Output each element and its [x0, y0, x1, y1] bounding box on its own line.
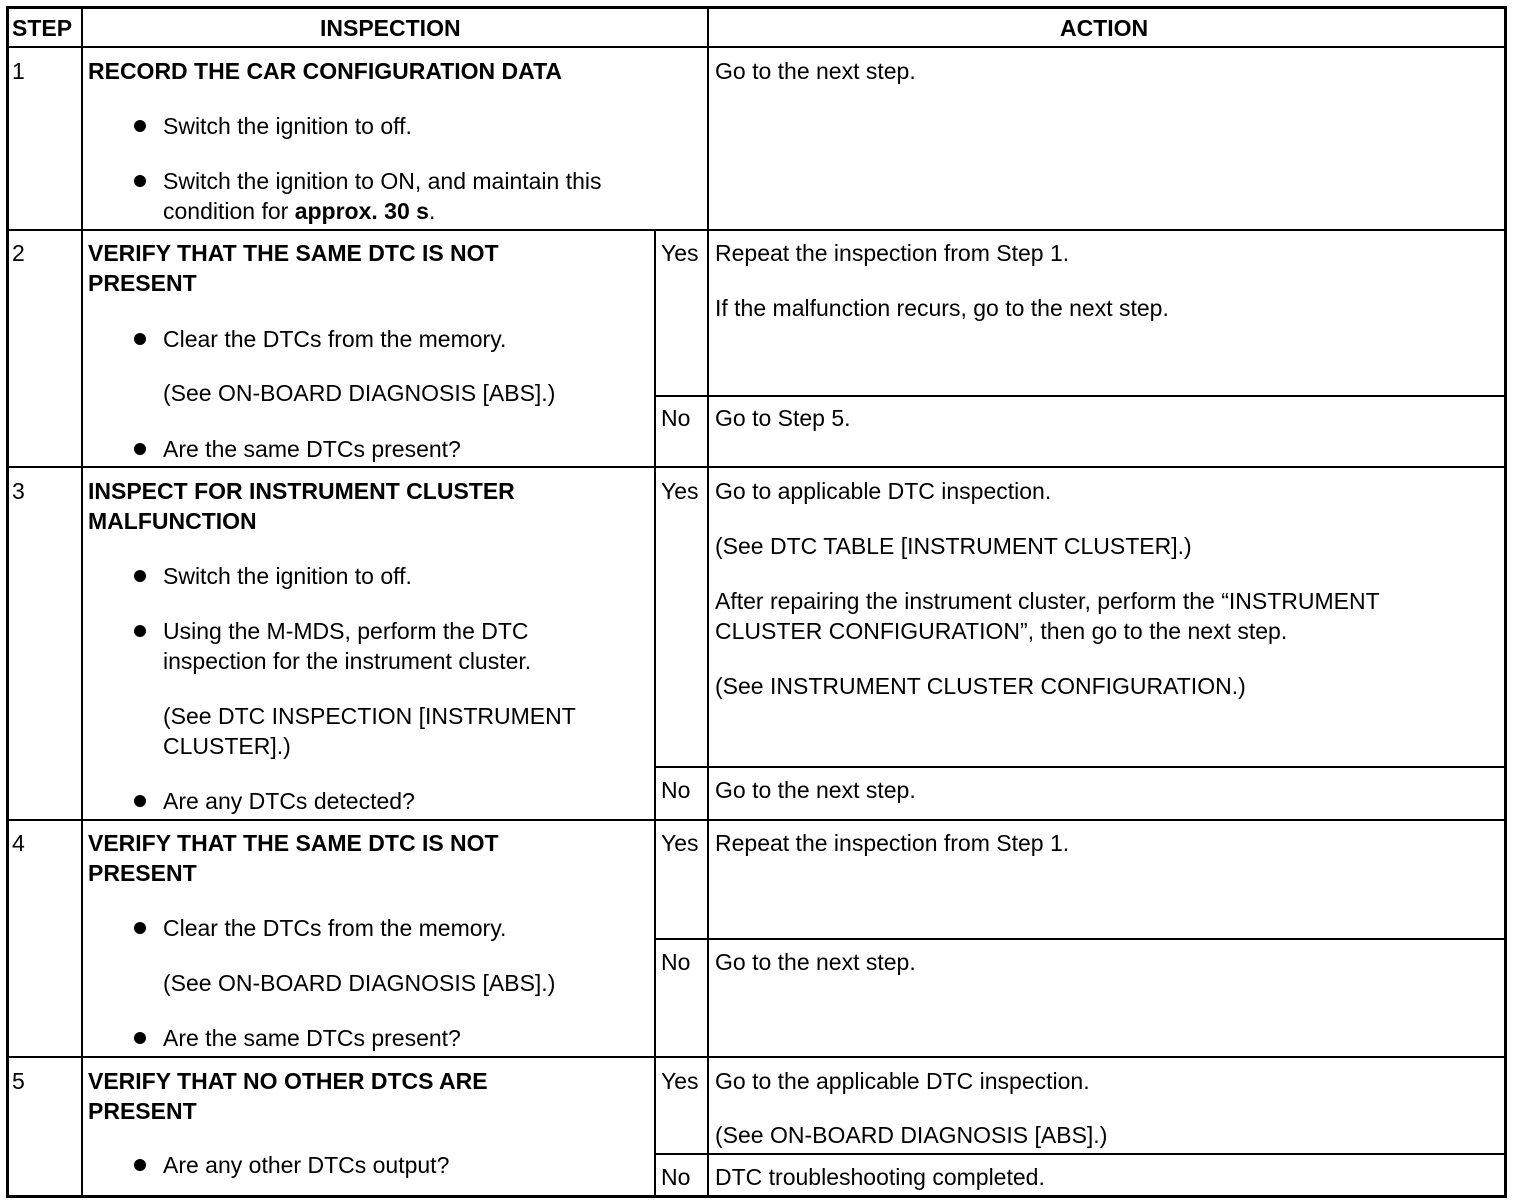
header-divider	[8, 46, 1506, 48]
action-text: Go to the next step.	[715, 777, 916, 803]
step-number: 1	[12, 58, 25, 84]
yes-no-divider	[654, 938, 1506, 940]
yes-no-column-divider	[654, 820, 656, 1196]
action-text: (See ON-BOARD DIAGNOSIS [ABS].)	[715, 1122, 1108, 1148]
bullet-text: Switch the ignition to ON, and maintain this	[163, 168, 602, 194]
bullet-icon	[134, 1159, 146, 1171]
action-text: DTC troubleshooting completed.	[715, 1164, 1045, 1190]
row-divider	[8, 1056, 1506, 1058]
bullet-icon	[134, 1032, 146, 1044]
action-text: CLUSTER CONFIGURATION”, then go to the next step.	[715, 618, 1288, 644]
step-title: VERIFY THAT THE SAME DTC IS NOT	[88, 240, 499, 266]
no-label: No	[661, 949, 691, 975]
yes-no-column-divider	[654, 230, 656, 820]
action-text: (See INSTRUMENT CLUSTER CONFIGURATION.)	[715, 673, 1246, 699]
bullet-text-continued: inspection for the instrument cluster.	[163, 648, 532, 674]
header-inspection: INSPECTION	[320, 15, 461, 41]
action-text: Go to applicable DTC inspection.	[715, 478, 1052, 504]
row-divider	[8, 229, 1506, 231]
reference-note: (See ON-BOARD DIAGNOSIS [ABS].)	[163, 970, 556, 996]
step-title: RECORD THE CAR CONFIGURATION DATA	[88, 58, 563, 84]
step-number: 5	[12, 1068, 25, 1094]
bullet-text: Using the M-MDS, perform the DTC	[163, 618, 529, 644]
step-title: INSPECT FOR INSTRUMENT CLUSTER	[88, 478, 515, 504]
action-text: Repeat the inspection from Step 1.	[715, 830, 1070, 856]
step-title: VERIFY THAT THE SAME DTC IS NOT	[88, 830, 499, 856]
bullet-icon	[134, 625, 146, 637]
bullet-icon	[134, 570, 146, 582]
yes-label: Yes	[661, 1068, 699, 1094]
action-text: If the malfunction recurs, go to the next step.	[715, 295, 1169, 321]
bullet-text: Clear the DTCs from the memory.	[163, 326, 507, 352]
step-number: 3	[12, 478, 25, 504]
header-step: STEP	[12, 15, 73, 41]
row-divider	[8, 819, 1506, 821]
yes-label: Yes	[661, 240, 699, 266]
step-title: PRESENT	[88, 860, 197, 886]
step-title: VERIFY THAT NO OTHER DTCS ARE	[88, 1068, 488, 1094]
bullet-icon	[134, 175, 146, 187]
bullet-icon	[134, 922, 146, 934]
column-divider	[81, 8, 83, 1196]
column-divider	[707, 8, 709, 1196]
action-text: Repeat the inspection from Step 1.	[715, 240, 1070, 266]
action-text: Go to the next step.	[715, 949, 916, 975]
yes-label: Yes	[661, 830, 699, 856]
step-number: 4	[12, 830, 25, 856]
bullet-text: Are the same DTCs present?	[163, 436, 461, 462]
action-text: Go to the next step.	[715, 58, 916, 84]
row-divider	[8, 466, 1506, 468]
yes-no-divider	[654, 1153, 1506, 1155]
action-text: (See DTC TABLE [INSTRUMENT CLUSTER].)	[715, 533, 1192, 559]
emphasis-duration: approx. 30 s	[294, 198, 429, 224]
yes-no-divider	[654, 766, 1506, 768]
step-title: MALFUNCTION	[88, 508, 257, 534]
bullet-icon	[134, 795, 146, 807]
step-title: PRESENT	[88, 270, 197, 296]
bullet-icon	[134, 333, 146, 345]
bullet-text-continued: condition for approx. 30 s.	[163, 198, 436, 224]
bullet-text: Are the same DTCs present?	[163, 1025, 461, 1051]
yes-label: Yes	[661, 478, 699, 504]
yes-no-divider	[654, 395, 1506, 397]
reference-note: (See ON-BOARD DIAGNOSIS [ABS].)	[163, 380, 556, 406]
bullet-icon	[134, 120, 146, 132]
bullet-text: Clear the DTCs from the memory.	[163, 915, 507, 941]
step-number: 2	[12, 240, 25, 266]
action-text: After repairing the instrument cluster, perform the “INSTRUMENT	[715, 588, 1380, 614]
step-title: PRESENT	[88, 1098, 197, 1124]
bullet-text: Are any other DTCs output?	[163, 1152, 450, 1178]
bullet-text: Switch the ignition to off.	[163, 563, 412, 589]
bullet-text: Are any DTCs detected?	[163, 788, 415, 814]
bullet-text: Switch the ignition to off.	[163, 113, 412, 139]
action-text: Go to the applicable DTC inspection.	[715, 1068, 1090, 1094]
reference-note: (See DTC INSPECTION [INSTRUMENT	[163, 703, 576, 729]
no-label: No	[661, 777, 691, 803]
action-text: Go to Step 5.	[715, 405, 851, 431]
header-action: ACTION	[1060, 15, 1149, 41]
no-label: No	[661, 405, 691, 431]
bullet-icon	[134, 443, 146, 455]
no-label: No	[661, 1164, 691, 1190]
reference-note: CLUSTER].)	[163, 733, 291, 759]
